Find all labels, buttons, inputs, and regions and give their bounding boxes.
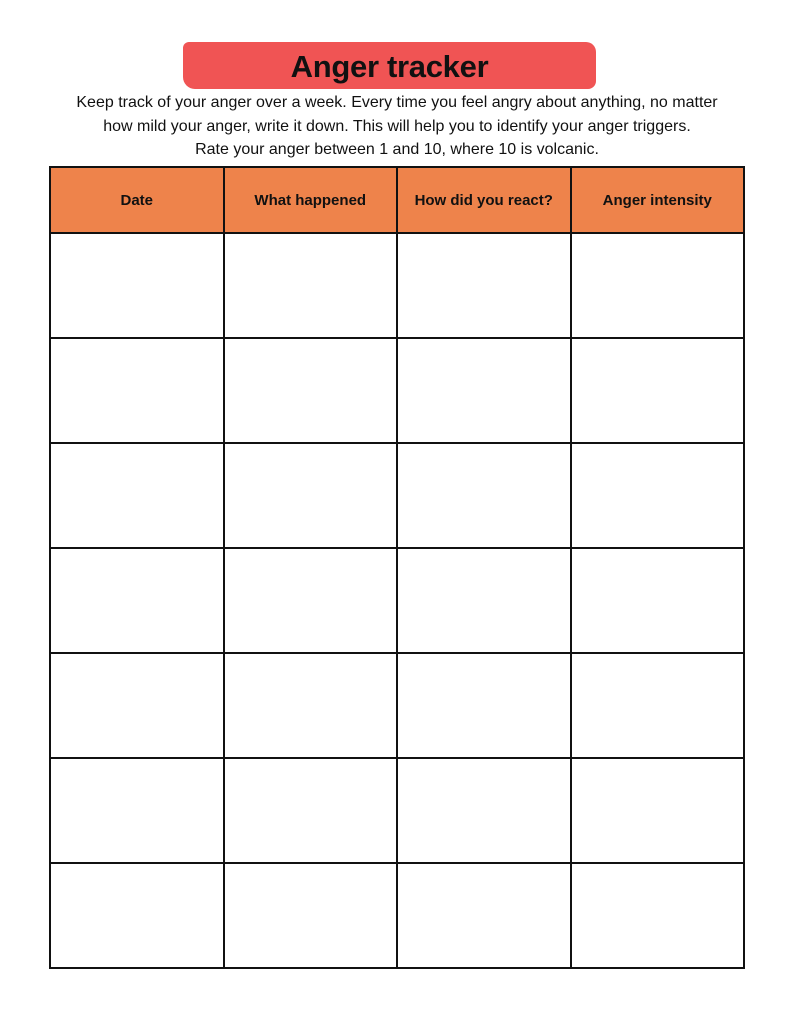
date-cell[interactable]: [50, 653, 224, 758]
table-row: [50, 443, 744, 548]
what-happened-cell[interactable]: [224, 443, 398, 548]
date-cell[interactable]: [50, 548, 224, 653]
column-header-what-happened: What happened: [224, 167, 398, 233]
column-header-date: Date: [50, 167, 224, 233]
what-happened-cell[interactable]: [224, 233, 398, 338]
column-header-reaction: How did you react?: [397, 167, 571, 233]
table-row: [50, 233, 744, 338]
reaction-cell[interactable]: [397, 548, 571, 653]
anger-intensity-cell[interactable]: [571, 548, 745, 653]
table-row: [50, 653, 744, 758]
reaction-cell[interactable]: [397, 338, 571, 443]
anger-intensity-cell[interactable]: [571, 443, 745, 548]
date-cell[interactable]: [50, 338, 224, 443]
anger-intensity-cell[interactable]: [571, 653, 745, 758]
header-row: [50, 167, 744, 233]
instruction-line: Rate your anger between 1 and 10, where 10 is volcanic.: [195, 141, 599, 158]
date-cell[interactable]: [50, 758, 224, 863]
table-row: [50, 338, 744, 443]
date-cell[interactable]: [50, 233, 224, 338]
date-cell[interactable]: [50, 863, 224, 968]
what-happened-cell[interactable]: [224, 758, 398, 863]
anger-intensity-cell[interactable]: [571, 863, 745, 968]
what-happened-cell[interactable]: [224, 863, 398, 968]
reaction-cell[interactable]: [397, 758, 571, 863]
anger-tracker-table: [49, 166, 745, 969]
anger-intensity-cell[interactable]: [571, 758, 745, 863]
reaction-cell[interactable]: [397, 653, 571, 758]
table-row: [50, 758, 744, 863]
title-banner: [183, 42, 596, 89]
anger-intensity-cell[interactable]: [571, 233, 745, 338]
what-happened-cell[interactable]: [224, 338, 398, 443]
date-cell[interactable]: [50, 443, 224, 548]
instructions: [40, 91, 754, 162]
what-happened-cell[interactable]: [224, 548, 398, 653]
anger-intensity-cell[interactable]: [571, 338, 745, 443]
instruction-line: Keep track of your anger over a week. Every time you feel angry about anything, no matter: [76, 94, 718, 111]
table-row: [50, 863, 744, 968]
reaction-cell[interactable]: [397, 233, 571, 338]
page-title: Anger tracker: [290, 49, 489, 84]
what-happened-cell[interactable]: [224, 653, 398, 758]
reaction-cell[interactable]: [397, 443, 571, 548]
column-header-anger-intensity: Anger intensity: [571, 167, 745, 233]
reaction-cell[interactable]: [397, 863, 571, 968]
table-row: [50, 548, 744, 653]
instruction-line: how mild your anger, write it down. This will help you to identify your anger triggers.: [103, 117, 691, 135]
